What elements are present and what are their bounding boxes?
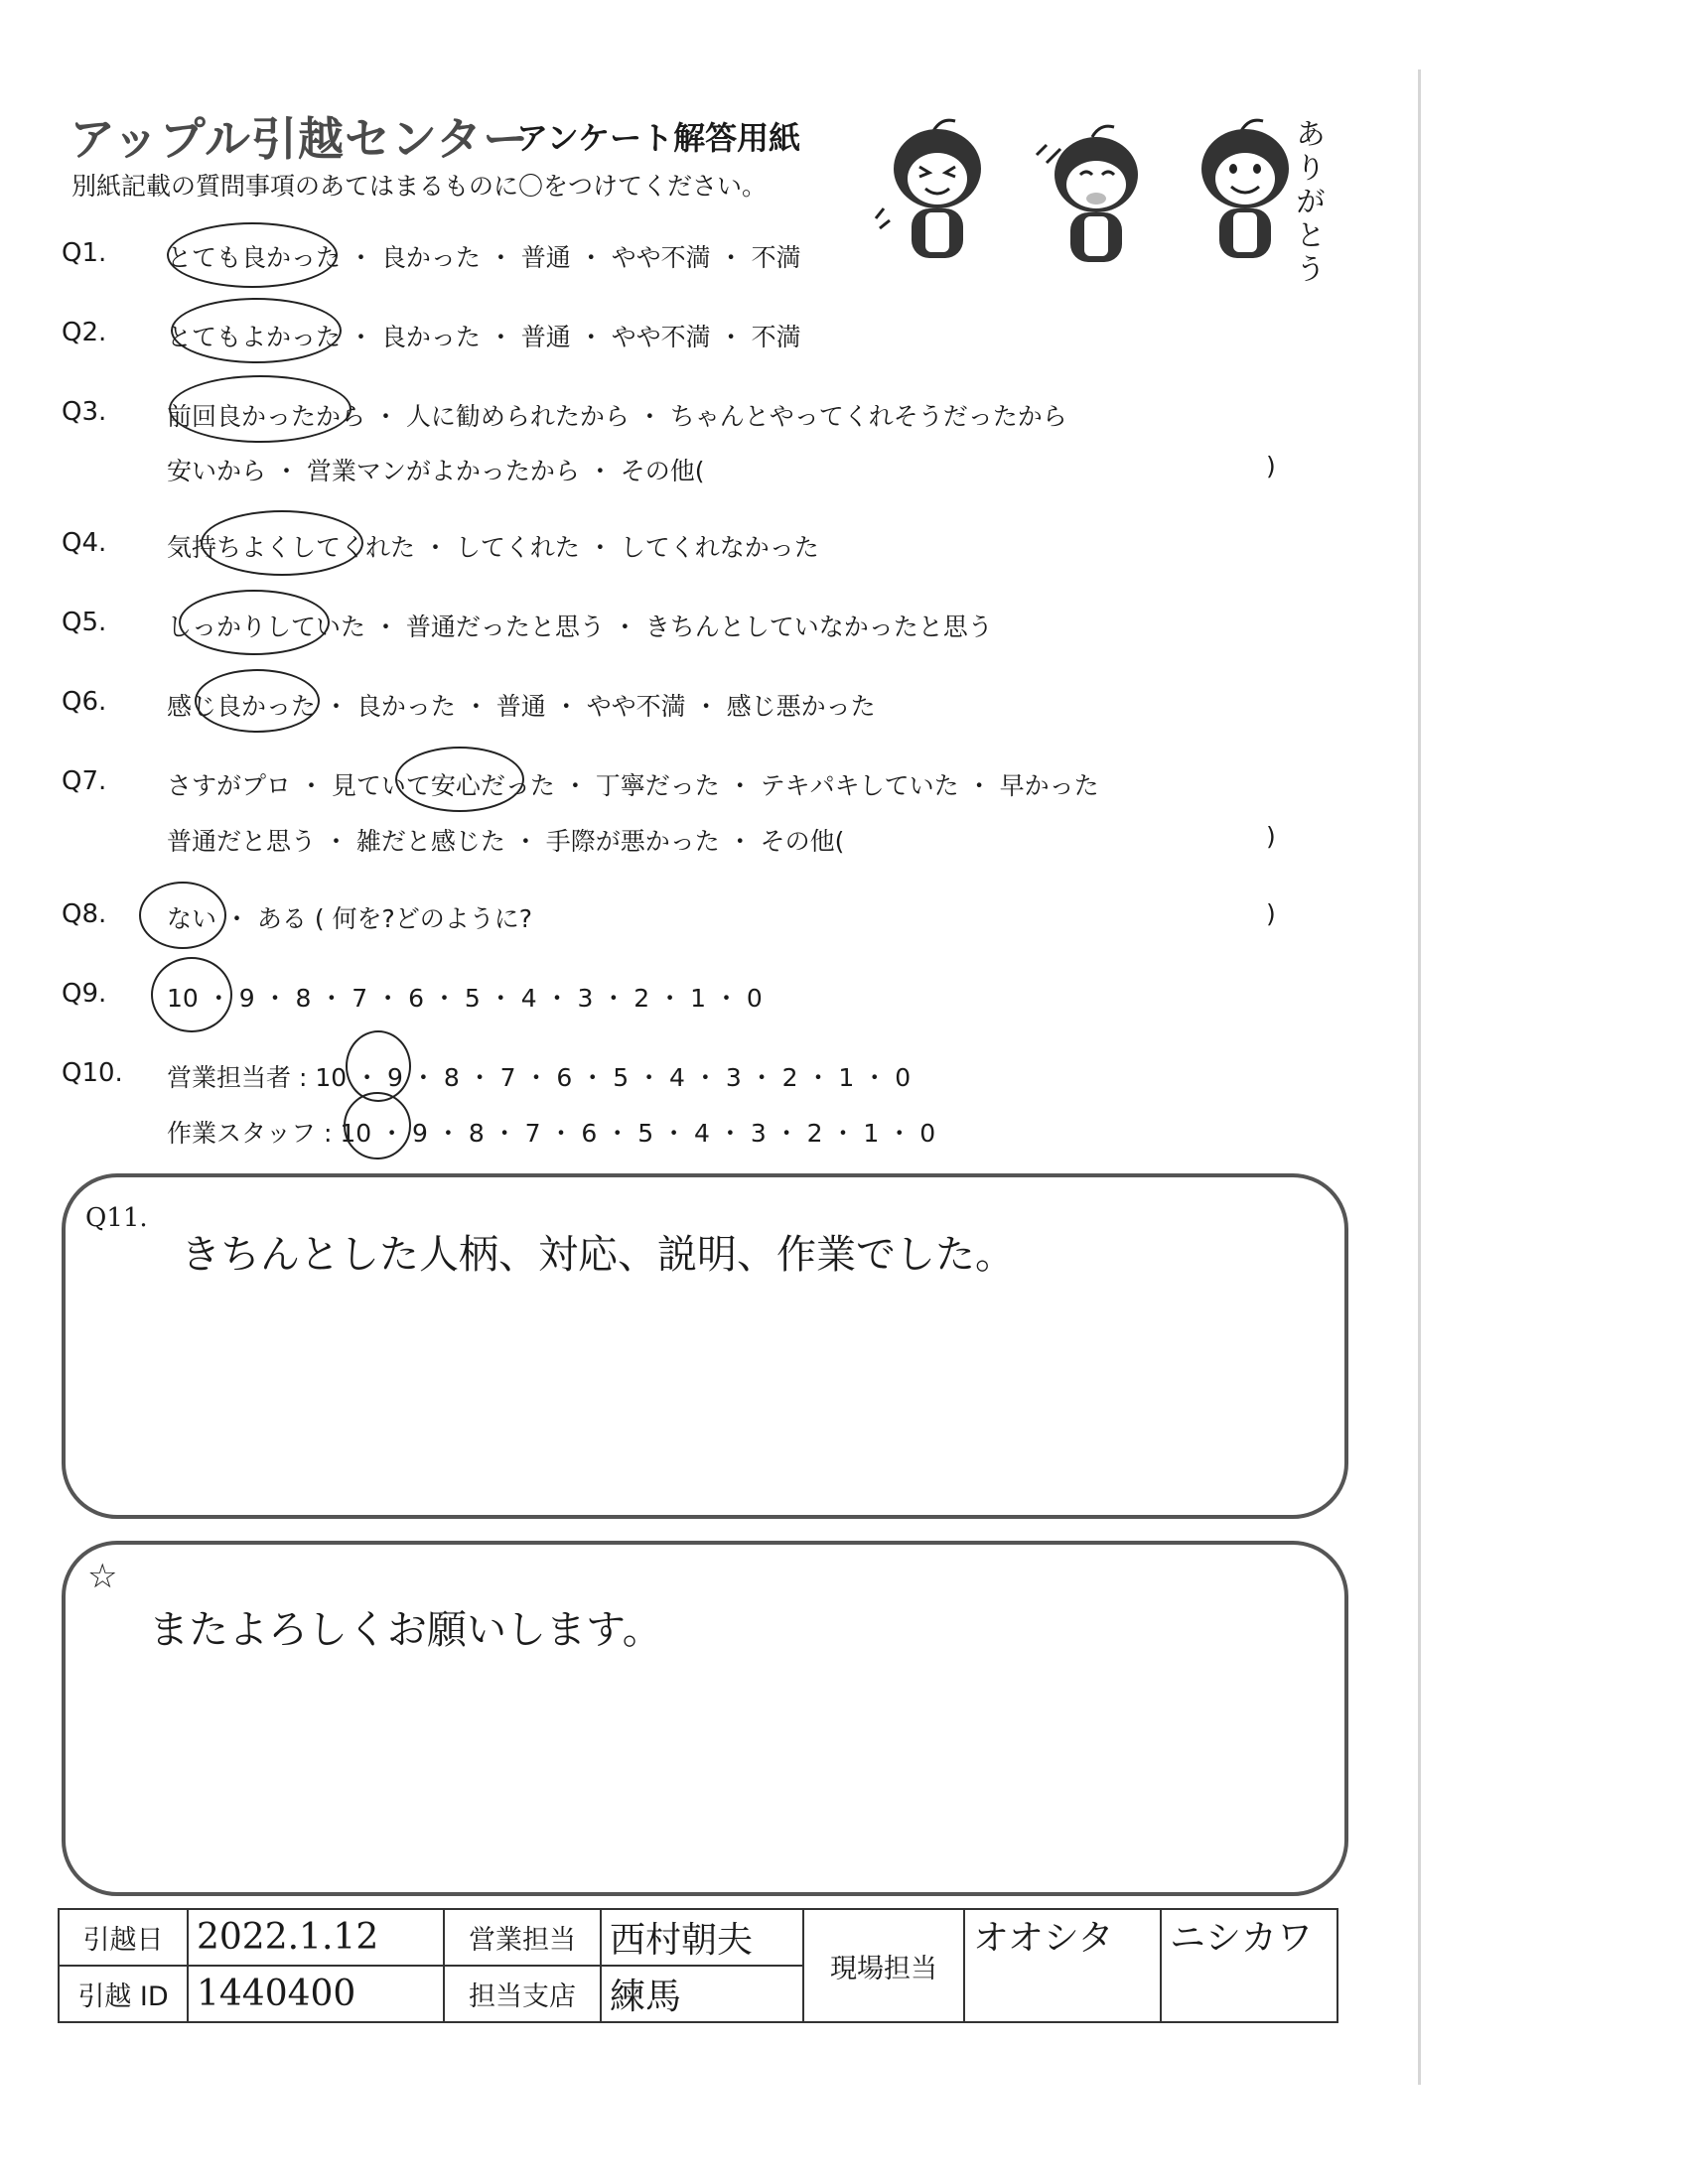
q11-handwritten-comment: きちんとした人柄、対応、説明、作業でした。	[181, 1232, 1015, 1278]
monkey-mascot-giggling-icon	[1033, 119, 1162, 278]
q4-label: Q4.	[62, 528, 107, 558]
q3-answer-circle	[169, 375, 352, 443]
free-comment-box	[62, 1541, 1348, 1896]
site-staff-2-value: ニシカワ	[1161, 1909, 1337, 2022]
footer-info-table	[58, 1908, 1338, 2023]
q2-options: とてもよかった ・ 良かった ・ 普通 ・ やや不満 ・ 不満	[167, 323, 801, 351]
move-date-value: 2022.1.12	[188, 1909, 444, 1966]
site-staff-1-value: オオシタ	[964, 1909, 1161, 2022]
move-id-label: 引越 ID	[59, 1966, 188, 2022]
q6-label: Q6.	[62, 687, 107, 717]
brand-logo-text: アップル引越センター	[70, 112, 530, 166]
q7-answer-circle	[395, 747, 524, 812]
q9-label: Q9.	[62, 979, 107, 1009]
q8-answer-circle	[139, 882, 226, 949]
q3-options-line2: 安いから ・ 営業マンがよかったから ・ その他(	[167, 457, 705, 485]
q1-answer-circle	[167, 222, 338, 288]
q1-label: Q1.	[62, 238, 107, 268]
q10-staff-options: 作業スタッフ : 10 ・ 9 ・ 8 ・ 7 ・ 6 ・ 5 ・ 4 ・ 3 ・ 2 ・ 1 ・ 0	[167, 1119, 936, 1148]
q1-options: とても良かった ・ 良かった ・ 普通 ・ やや不満 ・ 不満	[167, 243, 801, 272]
q11-label: Q11.	[85, 1203, 148, 1233]
branch-label: 担当支店	[444, 1966, 601, 2022]
q6-answer-circle	[195, 669, 320, 733]
sales-rep-value: 西村朝夫	[601, 1909, 803, 1966]
q2-answer-circle	[171, 298, 342, 363]
q2-label: Q2.	[62, 318, 107, 347]
monkey-mascot-laughing-icon	[874, 109, 1003, 278]
thanks-vertical-text: ありがとう	[1296, 117, 1326, 286]
q6-options: 感じ良かった ・ 良かった ・ 普通 ・ やや不満 ・ 感じ悪かった	[167, 692, 876, 721]
q7-close-paren: )	[1266, 822, 1276, 851]
q9-options: 10 ・ 9 ・ 8 ・ 7 ・ 6 ・ 5 ・ 4 ・ 3 ・ 2 ・ 1 ・ 0	[167, 984, 763, 1013]
star-icon: ☆	[87, 1557, 118, 1596]
q7-label: Q7.	[62, 766, 107, 796]
q7-options-line2: 普通だと思う ・ 雑だと感じた ・ 手際が悪かった ・ その他(	[167, 827, 845, 856]
q10-label: Q10.	[62, 1058, 123, 1088]
q10-staff-answer-circle	[344, 1092, 411, 1160]
site-staff-label: 現場担当	[803, 1909, 964, 2022]
q7-options-line1: さすがプロ ・ 見ていて安心だった ・ 丁寧だった ・ テキパキしていた ・ 早かった	[167, 771, 1099, 800]
q3-options-line1: 前回良かったから ・ 人に勧められたから ・ ちゃんとやってくれそうだったから	[167, 402, 1067, 431]
q5-label: Q5.	[62, 608, 107, 637]
q4-options: 気持ちよくしてくれた ・ してくれた ・ してくれなかった	[167, 533, 819, 562]
q4-answer-circle	[201, 510, 363, 576]
move-id-value: 1440400	[188, 1966, 444, 2022]
q8-options: ない ・ ある ( 何を?どのように?	[167, 904, 533, 933]
branch-value: 練馬	[601, 1966, 803, 2022]
q3-close-paren: )	[1266, 452, 1276, 480]
q9-answer-circle	[151, 957, 232, 1032]
q5-options: しっかりしていた ・ 普通だったと思う ・ きちんとしていなかったと思う	[167, 613, 993, 641]
free-handwritten-comment: またよろしくお願いします。	[149, 1607, 662, 1653]
q5-answer-circle	[179, 590, 330, 655]
q10-sales-options: 営業担当者 : 10 ・ 9 ・ 8 ・ 7 ・ 6 ・ 5 ・ 4 ・ 3 ・ 2 ・ 1 ・ 0	[167, 1063, 912, 1092]
instruction-text: 別紙記載の質問事項のあてはまるものに〇をつけてください。	[71, 172, 768, 201]
q8-close-paren: )	[1266, 899, 1276, 928]
form-title: アンケート解答用紙	[516, 119, 801, 157]
move-date-label: 引越日	[59, 1909, 188, 1966]
sales-rep-label: 営業担当	[444, 1909, 601, 1966]
q3-label: Q3.	[62, 397, 107, 427]
page-edge-shadow	[1418, 69, 1421, 2085]
q8-label: Q8.	[62, 899, 107, 929]
